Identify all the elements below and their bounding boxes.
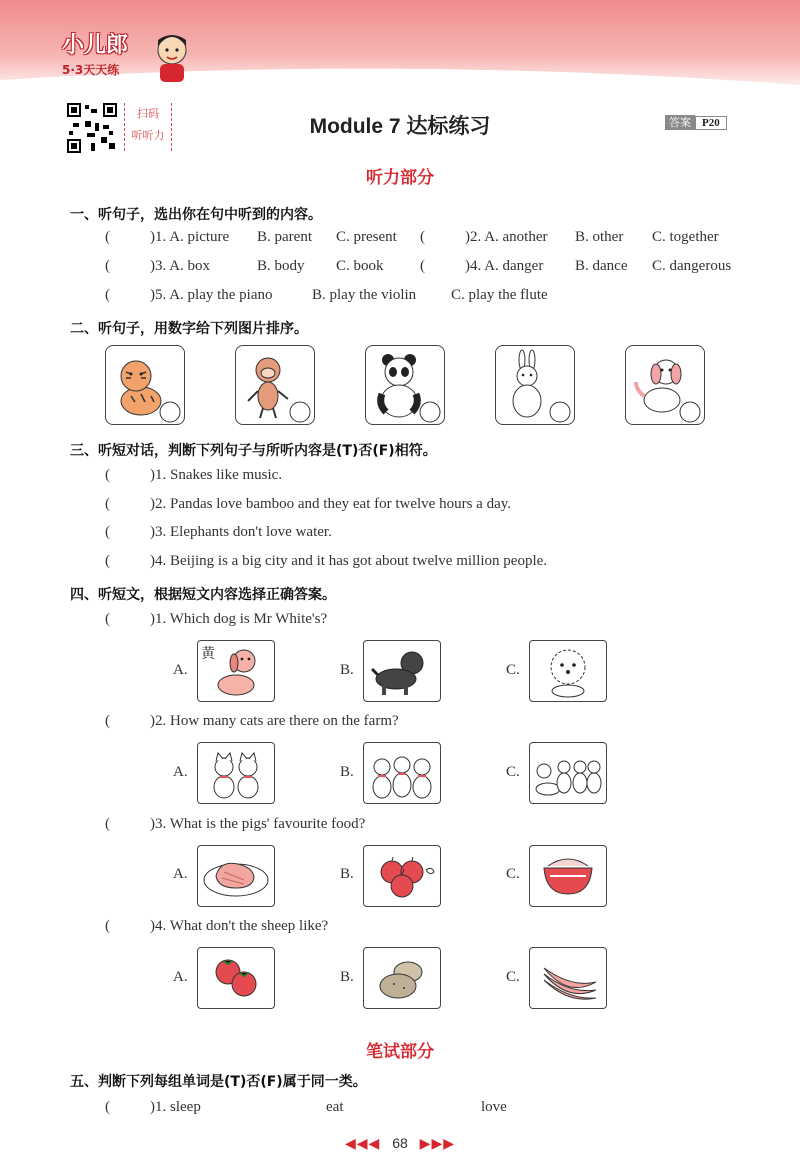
q4-item-4: ( )4. What don't the sheep like? [105, 918, 329, 934]
option-a-label: A. [173, 969, 188, 985]
q5-heading: 五、判断下列每组单词是(T)否(F)属于同一类。 [70, 1074, 367, 1090]
q1-1-option-c: C. present [336, 229, 397, 245]
answer-reference[interactable] [665, 114, 727, 130]
brand-subtitle: 5·3天天练 [62, 63, 120, 77]
meat-icon [198, 846, 274, 906]
q1-4-option-b: B. dance [575, 258, 628, 274]
four-cats-picture[interactable] [529, 742, 607, 804]
prev-arrows-icon: ◀◀◀ [345, 1135, 381, 1151]
q1-1-option-b: B. parent [257, 229, 312, 245]
answer-blank[interactable]: ( [105, 467, 110, 483]
answer-label: 答案 [665, 115, 695, 130]
answer-blank[interactable]: ( [105, 524, 110, 540]
answer-blank[interactable]: ( [420, 258, 425, 274]
answer-blank[interactable]: ( [105, 553, 110, 569]
q1-item-4: ( )4. A. danger [420, 258, 544, 274]
tomato-icon [198, 948, 274, 1008]
answer-blank[interactable]: ( [105, 287, 110, 303]
q5-1-word-2: eat [326, 1099, 344, 1115]
cats-icon [198, 743, 274, 803]
panda-picture [365, 345, 445, 425]
option-a-label: A. [173, 662, 188, 678]
brand-logo [62, 28, 128, 78]
option-a-label: A. [173, 866, 188, 882]
yellow-note: 黄 [201, 646, 215, 662]
answer-blank[interactable]: ( [105, 496, 110, 512]
q1-3-option-c: C. book [336, 258, 384, 274]
tiger-picture [105, 345, 185, 425]
q1-5-option-c: C. play the flute [451, 287, 548, 303]
q4-item-3: ( )3. What is the pigs' favourite food? [105, 816, 366, 832]
answer-page: P20 [695, 116, 727, 130]
tomatoes-picture[interactable] [197, 947, 275, 1009]
q1-4-option-c: C. dangerous [652, 258, 732, 274]
meat-picture[interactable] [197, 845, 275, 907]
cats-icon [530, 743, 606, 803]
q1-3-option-b: B. body [257, 258, 305, 274]
page-title: Module 7 达标练习 [309, 115, 491, 138]
q2-heading: 二、听句子，用数字给下列图片排序。 [70, 321, 308, 337]
q3-item-4: ( )4. Beijing is a big city and it has got about twelve million people. [105, 553, 548, 569]
q5-item-1: ( )1. sleep [105, 1099, 201, 1115]
option-a-label: A. [173, 764, 188, 780]
two-cats-picture[interactable] [197, 742, 275, 804]
page-number: 68 [392, 1135, 408, 1151]
monkey-picture [235, 345, 315, 425]
q1-2-option-c: C. together [652, 229, 719, 245]
option-c-label: C. [506, 866, 520, 882]
panda-icon [366, 346, 444, 424]
dog-icon [364, 641, 440, 701]
answer-blank[interactable]: ( [105, 918, 110, 934]
option-c-label: C. [506, 764, 520, 780]
answer-blank[interactable]: ( [105, 229, 110, 245]
answer-blank[interactable]: ( [105, 713, 110, 729]
page-footer [0, 1135, 800, 1152]
dog-icon [626, 346, 704, 424]
q1-item-1: ( )1. A. picture [105, 229, 230, 245]
q4-item-1: ( )1. Which dog is Mr White's? [105, 611, 328, 627]
potatoes-picture[interactable] [363, 947, 441, 1009]
bananas-picture[interactable] [529, 947, 607, 1009]
writing-section-header: 笔试部分 [366, 1042, 434, 1062]
q1-5-option-b: B. play the violin [312, 287, 417, 303]
tiger-icon [106, 346, 184, 424]
answer-blank[interactable]: ( [420, 229, 425, 245]
banana-icon [530, 948, 606, 1008]
q1-2-option-b: B. other [575, 229, 624, 245]
black-dog-picture[interactable] [363, 640, 441, 702]
option-b-label: B. [340, 969, 354, 985]
answer-blank[interactable]: ( [105, 816, 110, 832]
answer-blank[interactable]: ( [105, 1099, 110, 1115]
yellow-dog-picture[interactable] [197, 640, 275, 702]
q1-heading: 一、听句子，选出你在句中听到的内容。 [70, 207, 322, 223]
answer-blank[interactable]: ( [105, 258, 110, 274]
answer-blank[interactable]: ( [105, 611, 110, 627]
option-c-label: C. [506, 662, 520, 678]
dog-picture [625, 345, 705, 425]
scan-line-2: 听听力 [131, 129, 165, 142]
option-b-label: B. [340, 764, 354, 780]
mascot-boy-icon [148, 30, 196, 82]
q3-item-2: ( )2. Pandas love bamboo and they eat for twelve hours a day. [105, 496, 512, 512]
cats-icon [364, 743, 440, 803]
rabbit-picture [495, 345, 575, 425]
q1-item-2: ( )2. A. another [420, 229, 548, 245]
next-arrows-icon: ▶▶▶ [419, 1135, 455, 1151]
q3-heading: 三、听短对话，判断下列句子与所听内容是(T)否(F)相符。 [70, 443, 437, 459]
q3-item-3: ( )3. Elephants don't love water. [105, 524, 332, 540]
apple-icon [364, 846, 440, 906]
q4-heading: 四、听短文，根据短文内容选择正确答案。 [70, 587, 336, 603]
q5-1-word-3: love [481, 1099, 507, 1115]
q4-item-2: ( )2. How many cats are there on the farm? [105, 713, 399, 729]
q1-item-3: ( )3. A. box [105, 258, 211, 274]
white-dog-picture[interactable] [529, 640, 607, 702]
rice-bowl-picture[interactable] [529, 845, 607, 907]
q3-item-1: ( )1. Snakes like music. [105, 467, 283, 483]
rabbit-icon [496, 346, 574, 424]
option-b-label: B. [340, 866, 354, 882]
option-b-label: B. [340, 662, 354, 678]
option-c-label: C. [506, 969, 520, 985]
listening-section-header: 听力部分 [366, 168, 434, 188]
monkey-icon [236, 346, 314, 424]
q1-item-5: ( )5. A. play the piano [105, 287, 273, 303]
brand-title: 小儿郎 [62, 33, 129, 58]
three-cats-picture[interactable] [363, 742, 441, 804]
rice-bowl-icon [530, 846, 606, 906]
dog-icon [530, 641, 606, 701]
scan-line-1: 扫码 [137, 107, 159, 120]
apples-picture[interactable] [363, 845, 441, 907]
potato-icon [364, 948, 440, 1008]
